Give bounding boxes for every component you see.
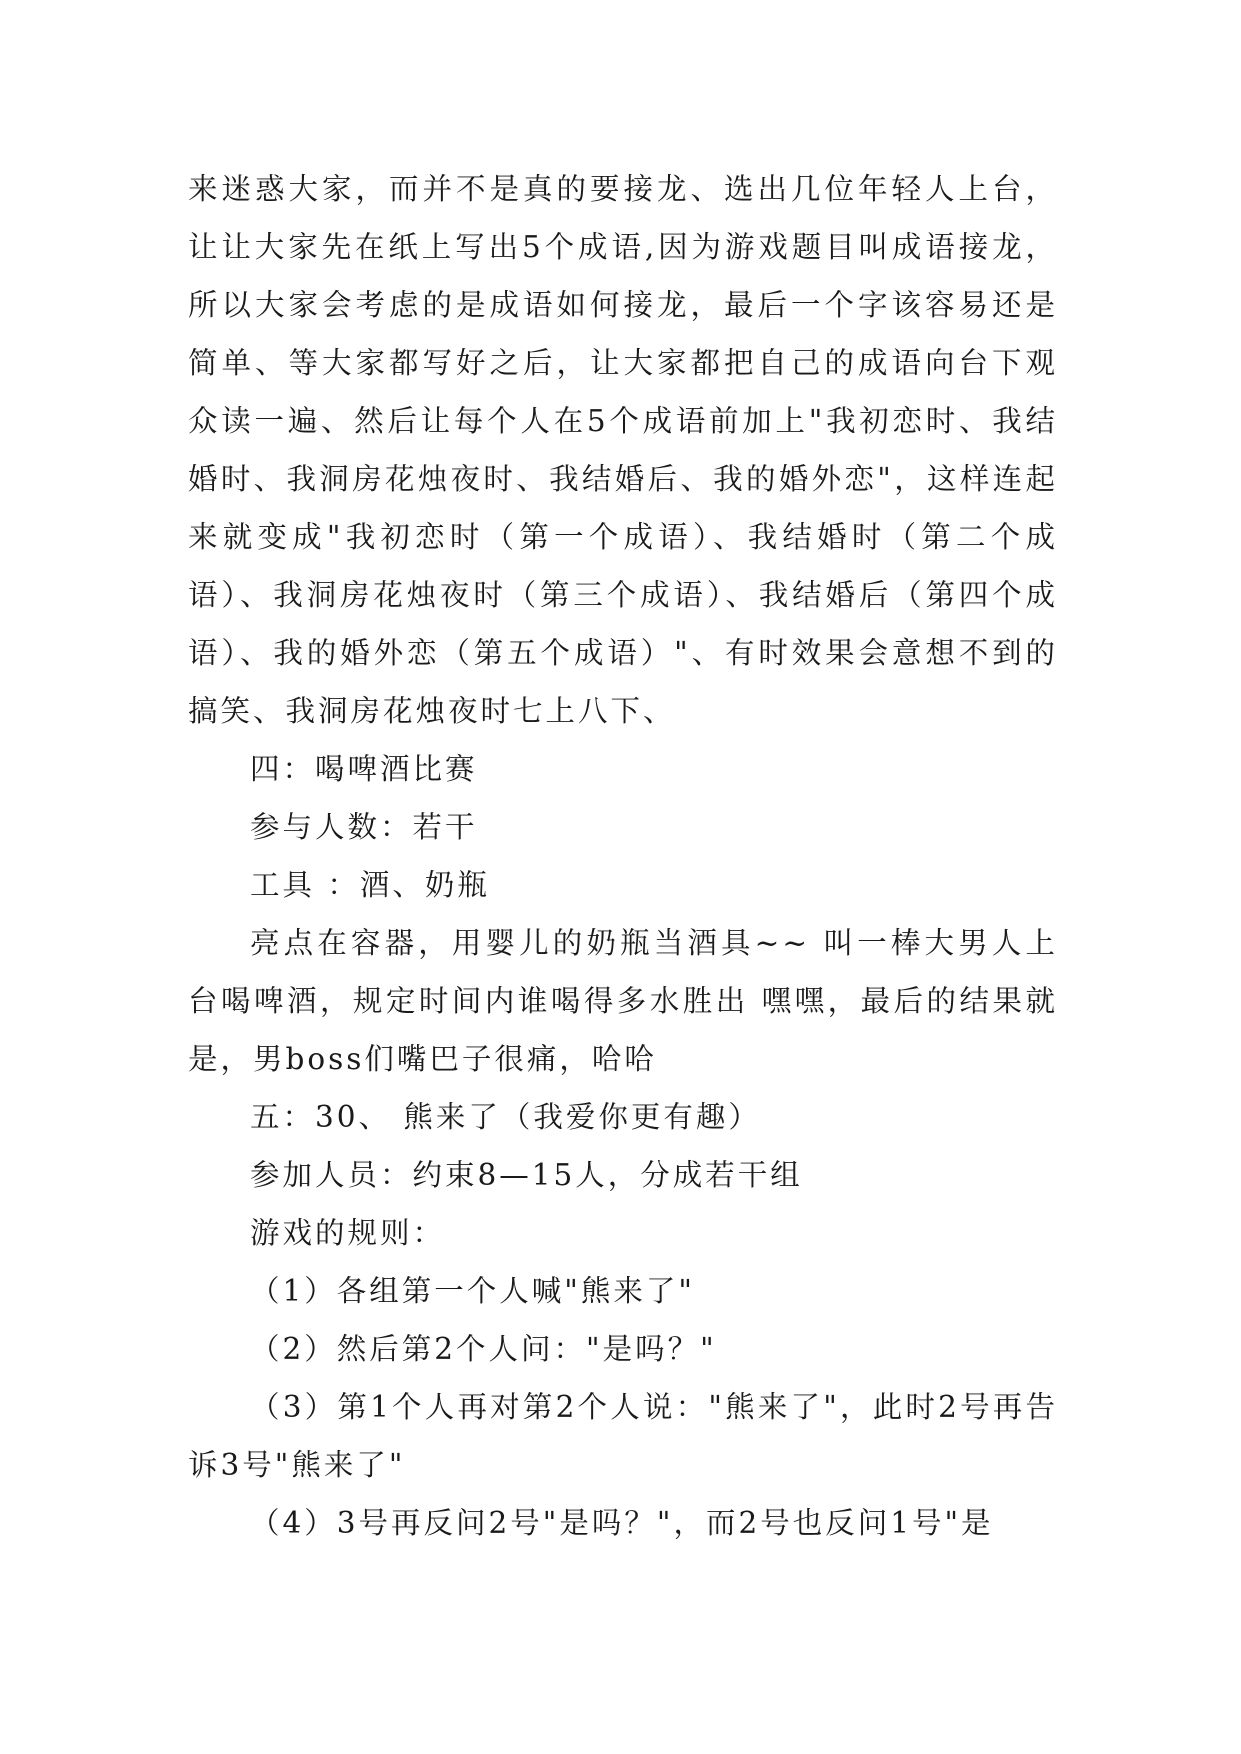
rule-4: （4）3号再反问2号"是吗？"，而2号也反问1号"是 <box>250 1506 994 1540</box>
heading-bear-coming: 五：30、 熊来了（我爱你更有趣） <box>250 1100 761 1134</box>
participants-count: 参与人数：若干 <box>250 810 478 844</box>
rule-3: （3）第1个人再对第2个人说："熊来了"，此时2号再告诉3号"熊来了" <box>188 1390 1058 1482</box>
participants-groups: 参加人员：约束8—15人，分成若干组 <box>250 1158 803 1192</box>
document-page <box>188 160 1058 1552</box>
paragraph-chengyu-jielong: 来迷惑大家，而并不是真的要接龙、选出几位年轻人上台，让让大家先在纸上写出5个成语,因为游戏题目叫成语接龙，所以大家会考虑的是成语如何接龙，最后一个字该容易还是简单、等大家都写好之后，让大家都把自己的成语向台下观众读一遍、然后让每个人在5个成语前加上"我初恋时、我结婚时、我洞房花烛夜时、我结婚后、我的婚外恋"，这样连起来就变成"我初恋时（第一个成语）、我结婚时（第二个成语）、我洞房花烛夜时（第三个成语）、我结婚后（第四个成语）、我的婚外恋（第五个成语）"、有时效果会意想不到的搞笑、我洞房花烛夜时七上八下、 <box>188 172 1058 728</box>
rules-heading: 游戏的规则： <box>250 1216 446 1250</box>
heading-beer-contest: 四：喝啤酒比赛 <box>250 752 478 786</box>
paragraph-highlight: 亮点在容器，用婴儿的奶瓶当酒具~~ 叫一棒大男人上台喝啤酒，规定时间内谁喝得多水胜出 嘿嘿，最后的结果就是，男boss们嘴巴子很痛，哈哈 <box>188 926 1058 1076</box>
rule-1: （1）各组第一个人喊"熊来了" <box>250 1274 695 1308</box>
tools-line: 工具 ：酒、奶瓶 <box>250 868 490 902</box>
rule-2: （2）然后第2个人问："是吗？" <box>250 1332 717 1366</box>
